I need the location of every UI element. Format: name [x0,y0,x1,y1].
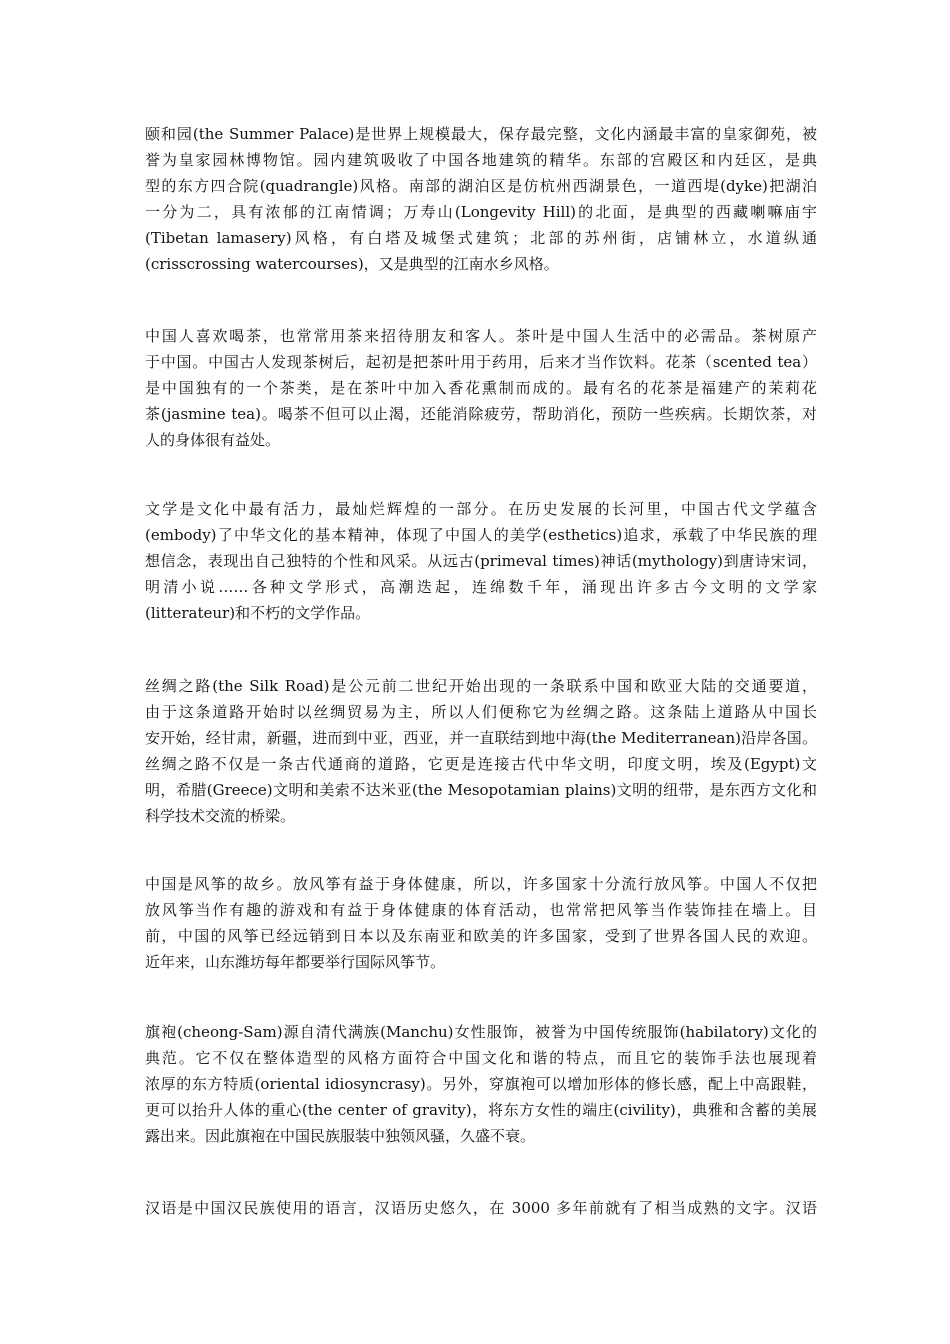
text-line: 型的东方四合院(quadrangle)风格。南部的湖泊区是仿杭州西湖景色，一道西堤(dyke)把湖泊 [145,177,817,195]
text-line: 汉语是中国汉民族使用的语言，汉语历史悠久，在 3000 多年前就有了相当成熟的文字。汉语 [145,1199,817,1217]
text-line: 誉为皇家园林博物馆。园内建筑吸收了中国各地建筑的精华。东部的宫殿区和内廷区，是典 [145,151,817,169]
text-line: 是中国独有的一个茶类，是在茶叶中加入香花熏制而成的。最有名的花茶是福建产的茉莉花 [145,379,817,397]
text-line: 旗袍(cheong-Sam)源自清代满族(Manchu)女性服饰，被誉为中国传统服饰(habilatory)文化的 [145,1023,817,1041]
text-line: 中国是风筝的故乡。放风筝有益于身体健康，所以，许多国家十分流行放风筝。中国人不仅把 [145,875,817,893]
text-line: 放风筝当作有趣的游戏和有益于身体健康的体育活动，也常常把风筝当作装饰挂在墙上。目 [145,901,817,919]
paragraph-tea [145,323,817,453]
text-line: (embody)了中华文化的基本精神，体现了中国人的美学(esthetics)追求，承载了中华民族的理 [145,526,817,544]
text-line: 颐和园(the Summer Palace)是世界上规模最大，保存最完整，文化内涵最丰富的皇家御苑，被 [145,125,817,143]
text-line: 想信念，表现出自己独特的个性和风采。从远古(primeval times)神话(mythology)到唐诗宋词， [145,552,817,570]
text-line: 浓厚的东方特质(oriental idiosyncrasy)。另外，穿旗袍可以增加形体的修长感，配上中高跟鞋， [145,1075,817,1093]
text-line: 露出来。因此旗袍在中国民族服装中独领风骚，久盛不衰。 [145,1127,536,1145]
text-line: 科学技术交流的桥梁。 [145,807,296,825]
paragraph-silk-road [145,673,817,829]
text-line: 丝绸之路不仅是一条古代通商的道路，它更是连接古代中华文明，印度文明，埃及(Egypt)文 [145,755,817,773]
paragraph-cheongsam [145,1019,817,1149]
text-line: (crisscrossing watercourses)，又是典型的江南水乡风格。 [145,255,559,273]
text-line: 明清小说……各种文学形式，高潮迭起，连绵数千年，涌现出许多古今文明的文学家 [145,578,817,596]
text-line: 文学是文化中最有活力，最灿烂辉煌的一部分。在历史发展的长河里，中国古代文学蕴含 [145,500,817,518]
text-line: 于中国。中国古人发现茶树后，起初是把茶叶用于药用，后来才当作饮料。花茶（scented tea） [145,353,817,371]
paragraph-chinese-language [145,1195,817,1221]
text-line: (litterateur)和不朽的文学作品。 [145,604,371,622]
text-line: 中国人喜欢喝茶，也常常用茶来招待朋友和客人。茶叶是中国人生活中的必需品。茶树原产 [145,327,817,345]
paragraph-literature [145,496,817,626]
text-line: 安开始，经甘肃，新疆，进而到中亚，西亚，并一直联结到地中海(the Mediterranean)沿岸各国。 [145,729,817,747]
text-line: 更可以抬升人体的重心(the center of gravity)，将东方女性的端庄(civility)，典雅和含蓄的美展 [145,1101,817,1119]
text-line: 丝绸之路(the Silk Road)是公元前二世纪开始出现的一条联系中国和欧亚大陆的交通要道， [145,677,817,695]
text-line: 典范。它不仅在整体造型的风格方面符合中国文化和谐的特点，而且它的装饰手法也展现着 [145,1049,817,1067]
text-line: 由于这条道路开始时以丝绸贸易为主，所以人们便称它为丝绸之路。这条陆上道路从中国长 [145,703,817,721]
text-line: 一分为二，具有浓郁的江南情调；万寿山(Longevity Hill)的北面，是典型的西藏喇嘛庙宇 [145,203,817,221]
text-line: 茶(jasmine tea)。喝茶不但可以止渴，还能消除疲劳，帮助消化，预防一些疾病。长期饮茶，对 [145,405,817,423]
text-line: 人的身体很有益处。 [145,431,281,449]
text-line: 近年来，山东潍坊每年都要举行国际风筝节。 [145,953,446,971]
paragraph-kites [145,871,817,975]
text-line: 明，希腊(Greece)文明和美索不达米亚(the Mesopotamian plains)文明的纽带，是东西方文化和 [145,781,817,799]
text-line: 前，中国的风筝已经远销到日本以及东南亚和欧美的许多国家，受到了世界各国人民的欢迎。 [145,927,817,945]
text-line: (Tibetan lamasery)风格，有白塔及城堡式建筑；北部的苏州街，店铺林立，水道纵通 [145,229,817,247]
paragraph-summer-palace [145,121,817,277]
